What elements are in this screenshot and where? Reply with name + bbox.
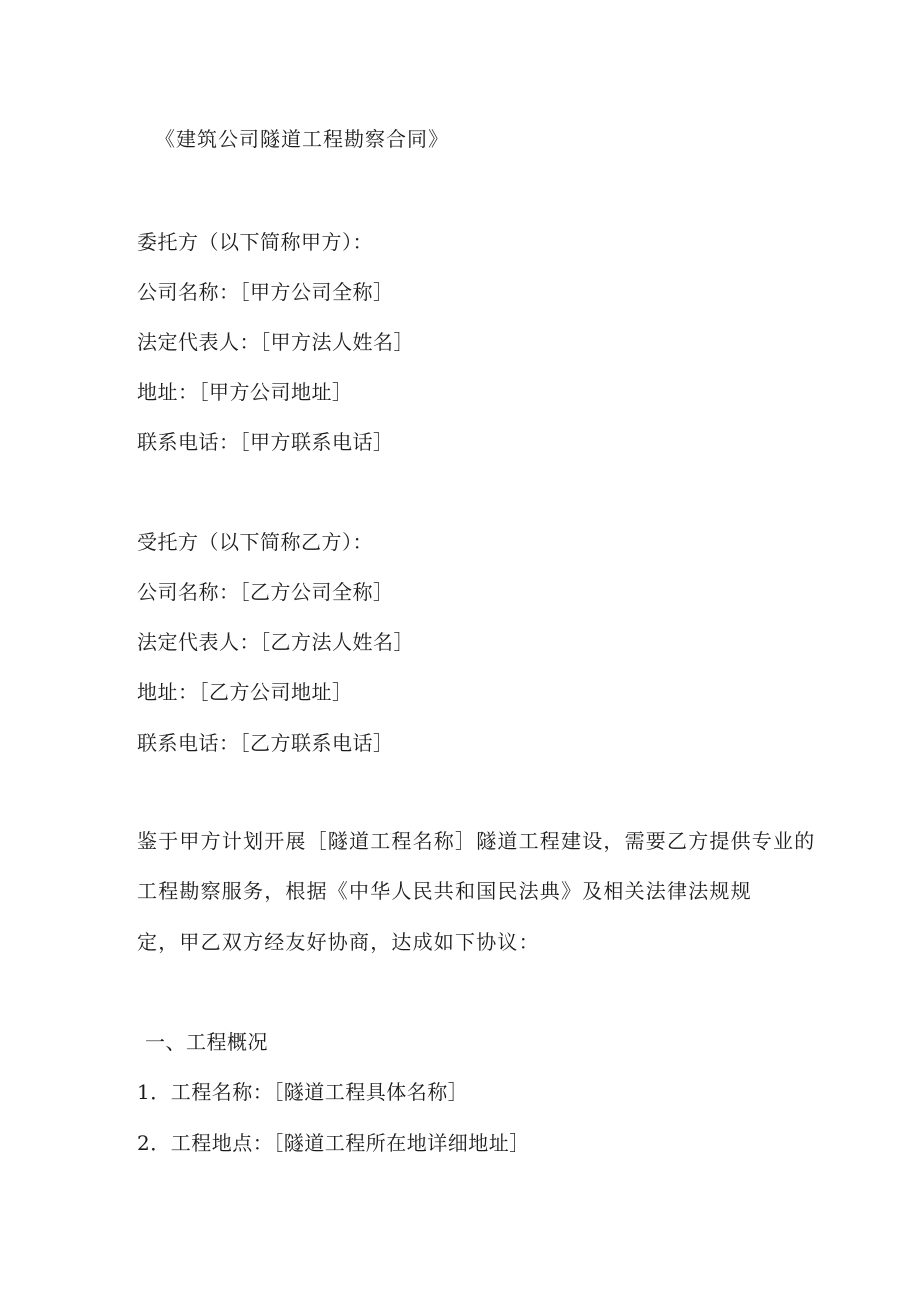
party-a-heading: 委托方（以下简称甲方）： — [137, 230, 373, 254]
document-title: 《建筑公司隧道工程勘察合同》 — [155, 127, 449, 151]
section-1-item-2: 2．工程地点：［隧道工程所在地详细地址］ — [137, 1131, 530, 1155]
preamble-line-2: 工程勘察服务，根据《中华人民共和国民法典》及相关法律法规规 — [137, 879, 752, 903]
party-b-representative: 法定代表人：［乙方法人姓名］ — [137, 630, 414, 654]
preamble-line-1: 鉴于甲方计划开展［隧道工程名称］隧道工程建设，需要乙方提供专业的 — [137, 829, 816, 853]
party-b-phone: 联系电话：［乙方联系电话］ — [137, 731, 394, 755]
party-b-address: 地址：［乙方公司地址］ — [137, 680, 353, 704]
party-b-company: 公司名称：［乙方公司全称］ — [137, 580, 394, 604]
section-1-heading: 一、工程概况 — [145, 1030, 268, 1054]
section-1-item-1: 1．工程名称：［隧道工程具体名称］ — [137, 1080, 469, 1104]
preamble-line-3: 定，甲乙双方经友好协商，达成如下协议： — [137, 930, 540, 954]
party-a-address: 地址：［甲方公司地址］ — [137, 380, 353, 404]
party-a-representative: 法定代表人：［甲方法人姓名］ — [137, 330, 414, 354]
party-a-phone: 联系电话：［甲方联系电话］ — [137, 430, 394, 454]
party-a-company: 公司名称：［甲方公司全称］ — [137, 280, 394, 304]
party-b-heading: 受托方（以下简称乙方）： — [137, 530, 373, 554]
